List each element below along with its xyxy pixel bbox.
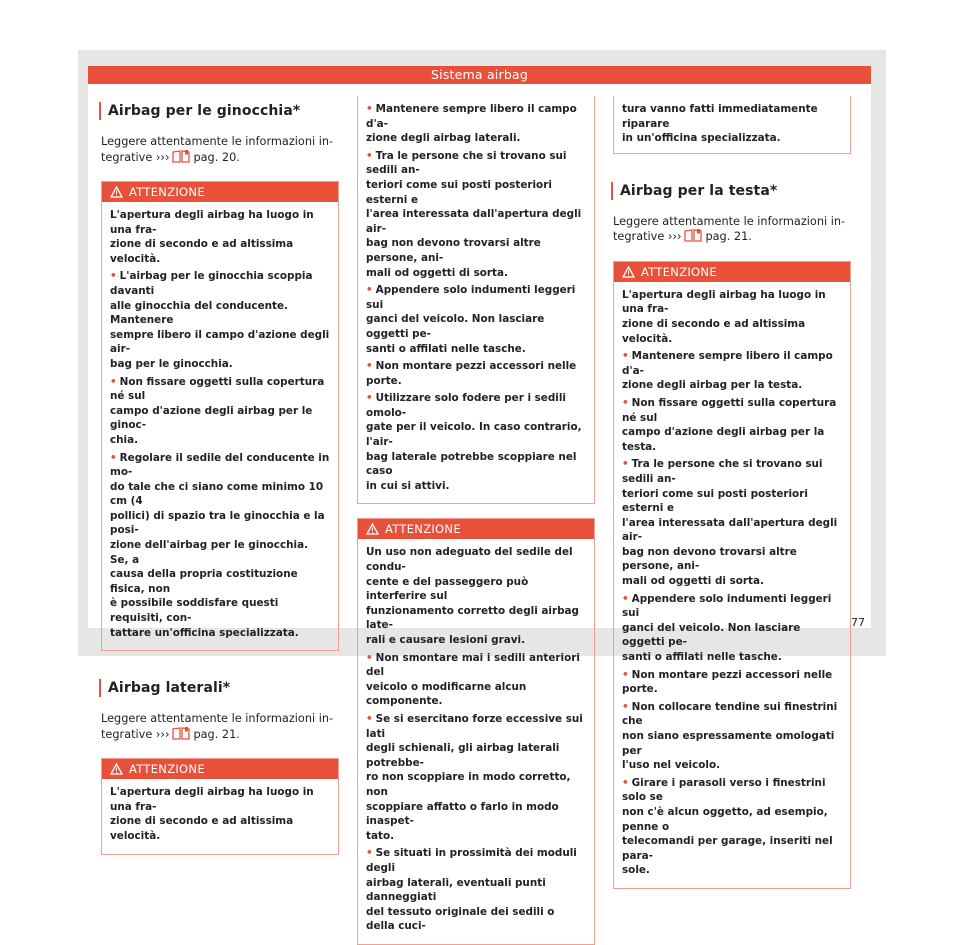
column-2 (357, 84, 595, 945)
warning-body (358, 539, 594, 943)
warning-body (102, 779, 338, 853)
knee-warning-box (101, 181, 339, 651)
warning-body (614, 96, 850, 153)
warning-bullet: • Non fissare oggetti sulla copertura né sul campo d'azione degli airbag per la testa. (622, 396, 837, 453)
reference-link[interactable]: pag. 20. (193, 150, 240, 164)
warning-bullet: • Regolare il sedile del conducente in mo- do tale che ci siano come minimo 10 cm (4 pollici) di spazio tra le ginocchia e la posi- zione dell'airbag per le ginocchia. Se, a causa della propria costituzione fisica, non è possibile soddisfare questi requisiti, con- tattare un'officina specializzata. (110, 451, 330, 639)
warning-bullet: • Appendere solo indumenti leggeri sui ganci del veicolo. Non lasciare oggetti pe- santi o affilati nelle tasche. (622, 592, 832, 664)
book-reference-icon (172, 727, 190, 745)
warning-bullet: • L'airbag per le ginocchia scoppia davanti alle ginocchia del conducente. Mantenere sempre libero il campo d'azione degli air- bag per le ginocchia. (110, 270, 330, 370)
warning-bullet: • Non montare pezzi accessori nelle porte. (622, 668, 833, 696)
warning-bullet: • Non collocare tendine sui finestrini che non siano espressamente omologati per l'uso nel veicolo. (622, 700, 838, 772)
warning-bullet: • Mantenere sempre libero il campo d'a- zione degli airbag laterali. (366, 103, 577, 145)
warning-bullet: • Tra le persone che si trovano sui sedili an- teriori come sui posti posteriori esterni e l'area interessata dall'apertura degli air- bag non devono trovarsi altre persone, ani- mali od oggetti di sorta. (366, 149, 582, 279)
warning-bullet: • Non fissare oggetti sulla copertura né sul campo d'azione degli airbag per le ginoc- chia. (110, 375, 325, 446)
warning-bullet: • Tra le persone che si trovano sui sedili an- teriori come sui posti posteriori esterni e l'area interessata dall'apertura degli air- bag non devono trovarsi altre persone, ani- mali od oggetti di sorta. (622, 458, 838, 588)
warning-text: L'apertura degli airbag ha luogo in una fra- zione di secondo e ad altissima velocità. (110, 209, 314, 265)
column-3 (613, 84, 851, 889)
knee-intro: Leggere attentamente le informazioni in- tegrative ››› pag. 20. (101, 134, 339, 167)
book-reference-icon (684, 229, 702, 247)
warning-header: ATTENZIONE (358, 519, 594, 539)
page-header: Sistema airbag (88, 66, 871, 84)
head-warning-box (613, 261, 851, 889)
warning-bullet: • Girare i parasoli verso i finestrini solo se non c'è alcun oggetto, ad esempio, penne o telecomandi per garage, inseriti nel para- sole. (622, 776, 833, 877)
warning-bullet: • Appendere solo indumenti leggeri sui ganci del veicolo. Non lasciare oggetti pe- santi o affilati nelle tasche. (366, 284, 576, 355)
manual-page (88, 66, 871, 933)
warning-header: ATTENZIONE (614, 262, 850, 282)
page-number: 77 (851, 616, 865, 629)
knee-airbag-title: Airbag per le ginocchia* (99, 102, 339, 120)
lateral-warning-box (101, 758, 339, 854)
warning-text: Un uso non adeguato del sedile del condu- cente e del passeggero può interferire sul funzionamento corretto degli airbag late- rali e causare lesioni gravi. (366, 546, 579, 646)
lateral-warning-continued (357, 96, 595, 504)
warning-text: tura vanno fatti immediatamente riparare in un'officina specializzata. (622, 103, 818, 145)
head-intro: Leggere attentamente le informazioni in- tegrative ››› pag. 21. (613, 214, 851, 247)
seat-warning-box (357, 518, 595, 944)
reference-link[interactable]: pag. 21. (705, 230, 752, 244)
warning-body (614, 282, 850, 888)
warning-triangle-icon (110, 761, 123, 781)
seat-warning-continued (613, 96, 851, 154)
warning-text: L'apertura degli airbag ha luogo in una fra- zione di secondo e ad altissima velocità. (110, 786, 314, 842)
warning-body (358, 96, 594, 503)
reference-link[interactable]: pag. 21. (193, 727, 240, 741)
head-airbag-title: Airbag per la testa* (611, 182, 851, 200)
book-reference-icon (172, 150, 190, 168)
column-1 (101, 84, 339, 855)
warning-triangle-icon (366, 521, 379, 541)
warning-triangle-icon (622, 264, 635, 284)
lateral-intro: Leggere attentamente le informazioni in- tegrative ››› pag. 21. (101, 711, 339, 744)
warning-bullet: • Se situati in prossimità dei moduli degli airbag laterali, eventuali punti danneggiati del tessuto originale dei sedili o della cuci- (366, 847, 577, 933)
warning-text: L'apertura degli airbag ha luogo in una fra- zione di secondo e ad altissima velocità. (622, 288, 826, 345)
warning-bullet: • Non smontare mai i sedili anteriori del veicolo o modificarne alcun componente. (366, 651, 580, 708)
warning-bullet: • Se si esercitano forze eccessive sui lati degli schienali, gli airbag laterali potrebbe- ro non scoppiare in modo corretto, non scoppiare affatto o farlo in modo inaspet- tato. (366, 712, 583, 842)
warning-body (102, 202, 338, 650)
warning-bullet: • Mantenere sempre libero il campo d'a- zione degli airbag per la testa. (622, 350, 833, 392)
lateral-airbag-title: Airbag laterali* (99, 679, 339, 697)
warning-triangle-icon (110, 184, 123, 204)
warning-bullet: • Non montare pezzi accessori nelle porte. (366, 360, 577, 387)
warning-header: ATTENZIONE (102, 182, 338, 202)
warning-bullet: • Utilizzare solo fodere per i sedili omolo- gate per il veicolo. In caso contrario, l'air- bag laterale potrebbe scoppiare nel caso in cui si attivi. (366, 392, 582, 492)
warning-header: ATTENZIONE (102, 759, 338, 779)
